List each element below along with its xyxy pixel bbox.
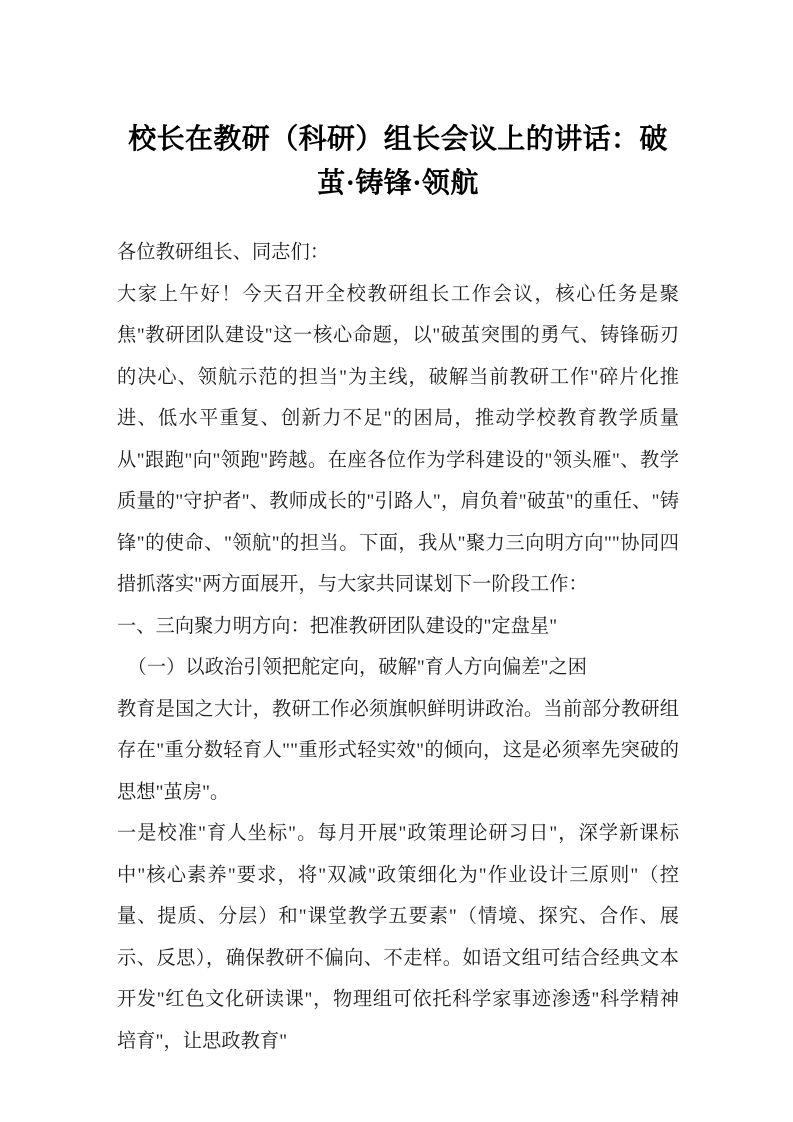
heading-section-one: 一、三向聚力明方向：把准教研团队建设的"定盘星" bbox=[117, 615, 558, 637]
title-line-2: 茧·铸锋·领航 bbox=[317, 168, 479, 199]
paragraph-political-guidance: 教育是国之大计，教研工作必须旗帜鲜明讲政治。当前部分教研组存在"重分数轻育人""重形式轻实效"的倾向，这是必须率先突破的思想"茧房"。 bbox=[117, 698, 679, 803]
page-title bbox=[117, 118, 679, 206]
paragraph-opening-remarks: 大家上午好！今天召开全校教研组长工作会议，核心任务是聚焦"教研团队建设"这一核心命题，以"破茧突围的勇气、铸锋砺刃的决心、领航示范的担当"为主线，破解当前教研工作"碎片化推进、低水平重复、创新力不足"的困局，推动学校教育教学质量从"跟跑"向"领跑"跨越。在座各位作为学科建设的"领头雁"、教学质量的"守护者"、教师成长的"引路人"，肩负着"破茧"的重任、"铸锋"的使命、"领航"的担当。下面，我从"聚力三向明方向""协同四措抓落实"两方面展开，与大家共同谋划下一阶段工作： bbox=[117, 283, 679, 595]
heading-subsection-one-one: （一）以政治引领把舵定向，破解"育人方向偏差"之困 bbox=[127, 657, 588, 678]
paragraph-salutation: 各位教研组长、同志们： bbox=[117, 242, 330, 263]
document-content bbox=[117, 118, 679, 1062]
paragraph-point-one: 一是校准"育人坐标"。每月开展"政策理论研习日"，深学新课标中"核心素养"要求，将"双减"政策细化为"作业设计三原则"（控量、提质、分层）和"课堂教学五要素"（情境、探究、合作、展示、反思），确保教研不偏向、不走样。如语文组可结合经典文本开发"红色文化研读课"，物理组可依托科学家事迹渗透"科学精神培育"，让思政教育" bbox=[117, 823, 679, 1052]
title-line-1: 校长在教研（科研）组长会议上的讲话：破 bbox=[128, 124, 668, 155]
